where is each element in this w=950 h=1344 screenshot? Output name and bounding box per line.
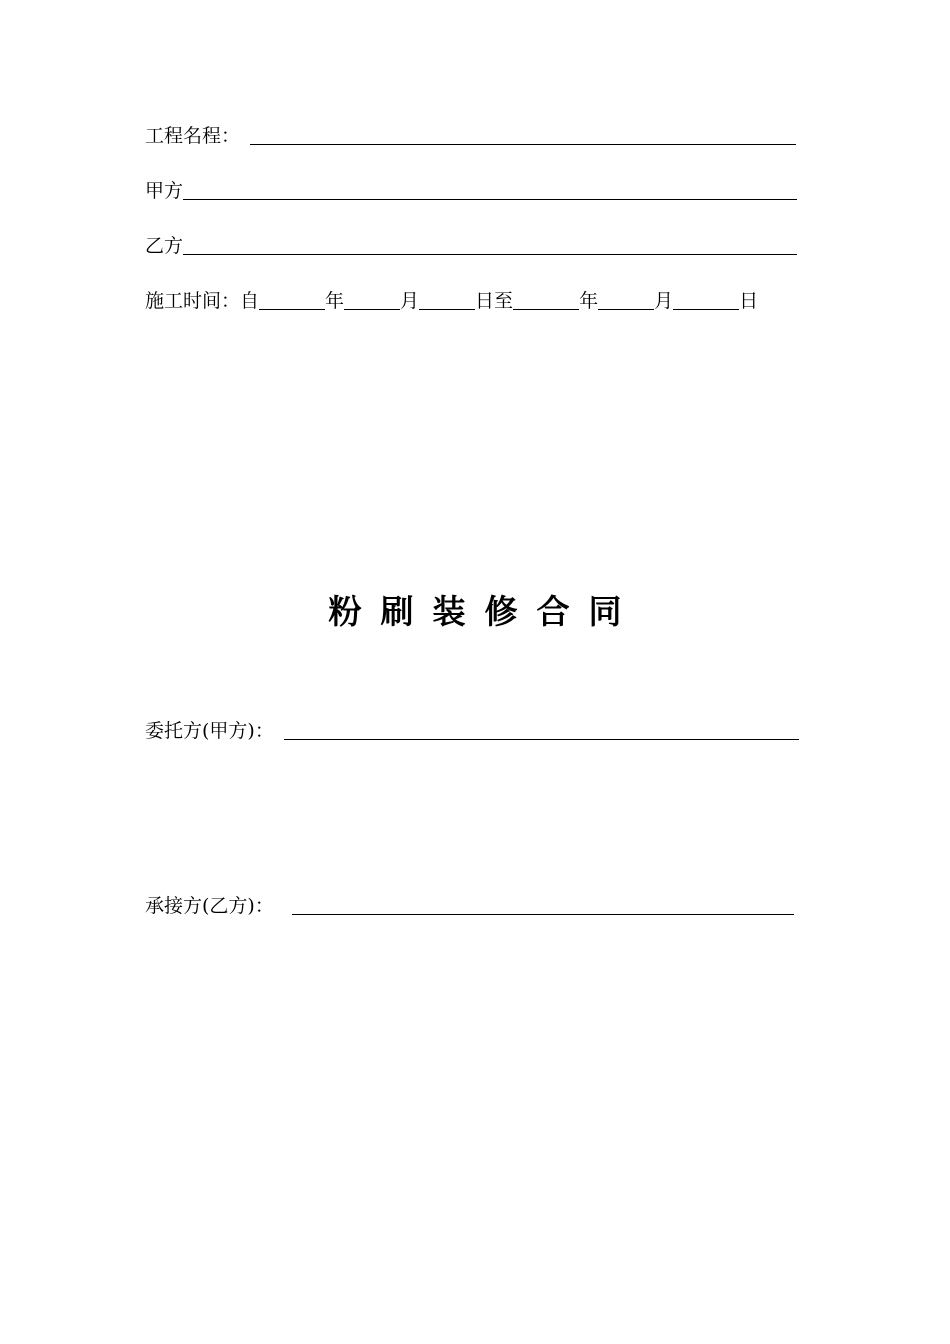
contractor-row [145, 894, 794, 918]
end-year-blank[interactable] [513, 309, 579, 310]
project-name-label: 工程名程： [145, 125, 241, 147]
project-name-row [145, 124, 796, 148]
client-row [145, 719, 799, 743]
start-month-unit: 月 [400, 290, 420, 312]
party-a-row [145, 179, 797, 203]
contractor-blank[interactable] [292, 914, 794, 915]
start-day-blank[interactable] [419, 309, 475, 310]
end-year-unit: 年 [579, 290, 599, 312]
client-label: 委托方(甲方)： [145, 720, 274, 742]
end-day-blank[interactable] [673, 309, 739, 310]
project-name-blank[interactable] [250, 144, 796, 145]
construction-period-row [145, 289, 758, 313]
contractor-label: 承接方(乙方)： [145, 895, 274, 917]
start-day-to-unit: 日至 [475, 290, 514, 312]
start-year-unit: 年 [325, 290, 345, 312]
contract-title: 粉刷装修合同 [328, 592, 641, 631]
end-month-blank[interactable] [598, 309, 654, 310]
client-blank[interactable] [284, 739, 799, 740]
end-month-unit: 月 [654, 290, 674, 312]
party-b-label: 乙方 [145, 235, 184, 257]
period-label: 施工时间：自 [145, 290, 260, 312]
start-year-blank[interactable] [259, 309, 325, 310]
party-b-blank[interactable] [183, 254, 797, 255]
party-a-label: 甲方 [145, 180, 184, 202]
party-b-row [145, 234, 797, 258]
party-a-blank[interactable] [183, 199, 797, 200]
end-day-unit: 日 [739, 290, 759, 312]
start-month-blank[interactable] [344, 309, 400, 310]
